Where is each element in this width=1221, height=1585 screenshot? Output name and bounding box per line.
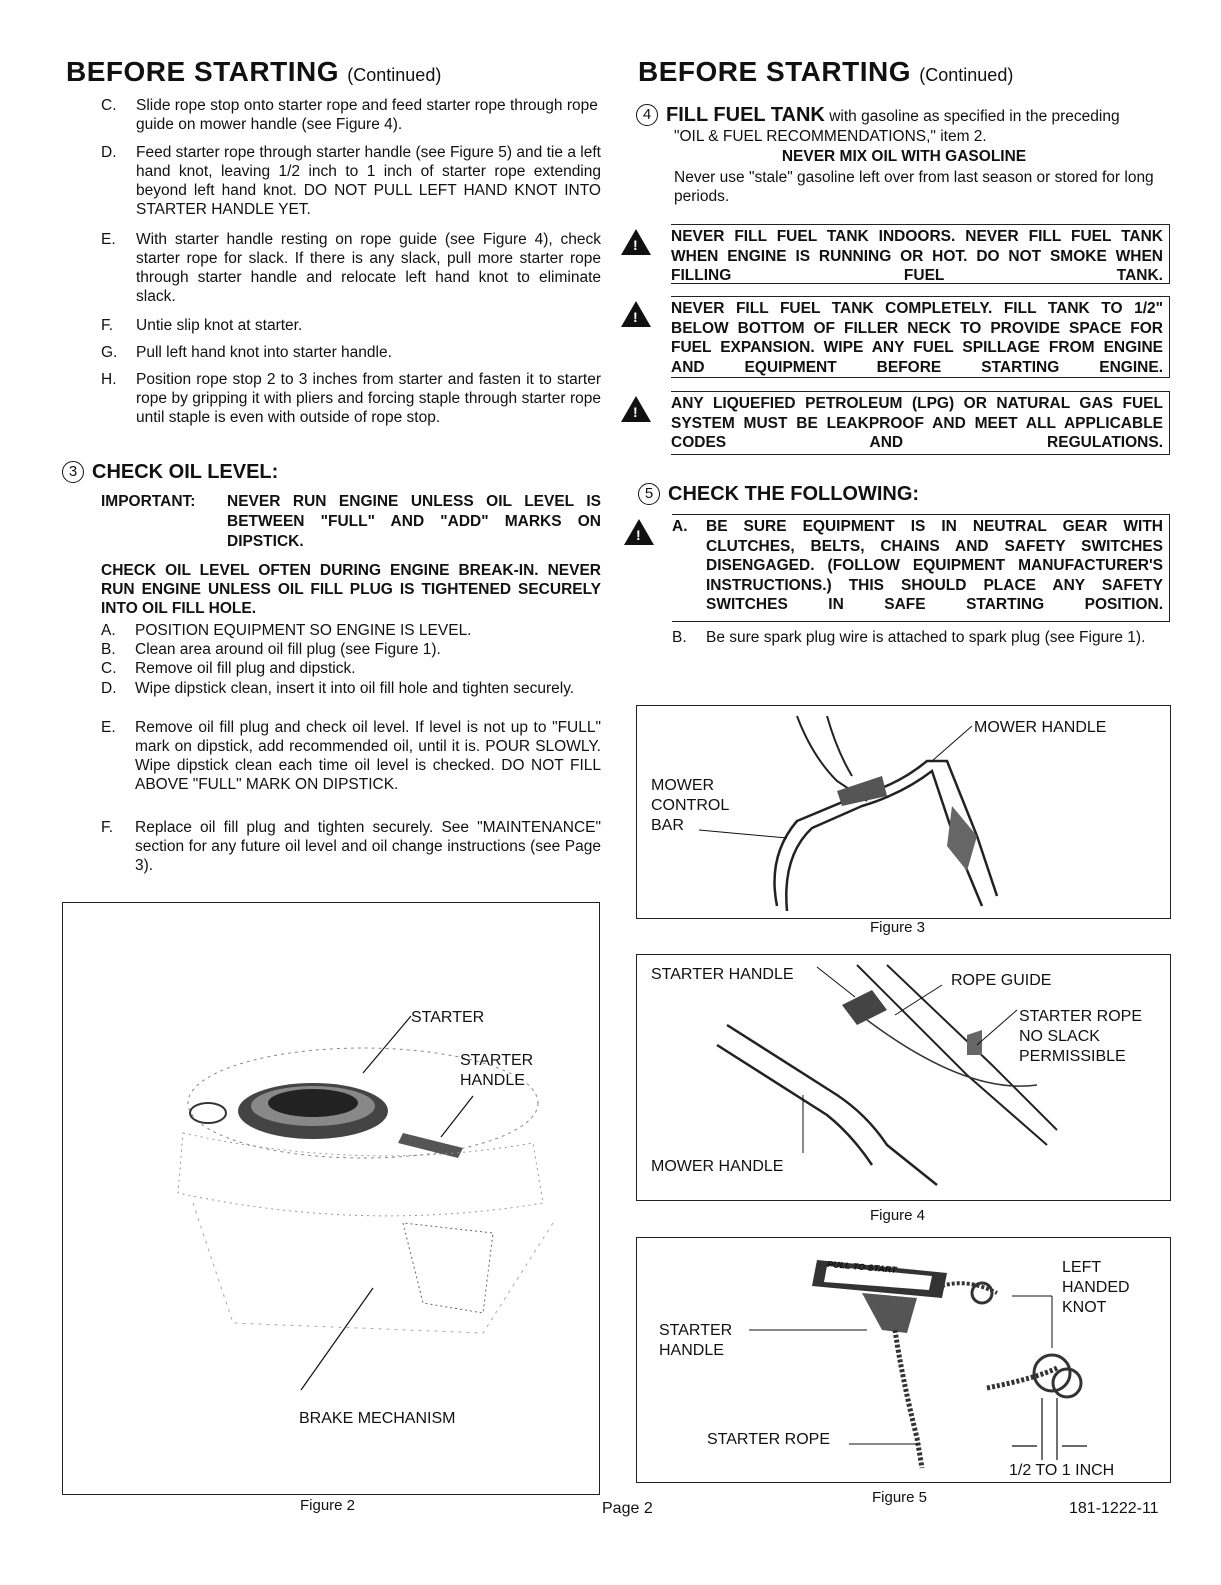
- check-item-b: B. Be sure spark plug wire is attached to spark plug (see Figure 1).: [672, 629, 1146, 646]
- oil-section-title: 3 CHECK OIL LEVEL:: [62, 461, 278, 484]
- pull-to-start-text: PULL TO START: [826, 1258, 898, 1276]
- label-half-to-one-inch: 1/2 TO 1 INCH: [1009, 1462, 1115, 1479]
- label-mower-handle: MOWER HANDLE: [651, 1158, 784, 1175]
- label-starter-rope: STARTER ROPE NO SLACK PERMISSIBLE: [1019, 1008, 1142, 1065]
- warning-completely: ! NEVER FILL FUEL TANK COMPLETELY. FILL TANK TO 1/2" BELOW BOTTOM OF FILLER NECK TO PROVIDE SPACE FOR FUEL EXPANSION. WIPE ANY FUEL SPILLAGE FROM ENGINE AND EQUIPMENT BEFORE STARTING ENGINE.: [671, 296, 1170, 378]
- important-label: IMPORTANT:: [101, 493, 196, 510]
- figure-4: [636, 954, 1171, 1201]
- figure-3-caption: Figure 3: [870, 919, 926, 936]
- label-starter-handle: STARTER HANDLE: [651, 966, 794, 983]
- rope-step-e: E. With starter handle resting on rope guide (see Figure 4), check starter rope for slack. If there is any slack, pull more starter rope through starter handle and relocate left hand knot to eliminate slack.: [101, 231, 601, 305]
- left-heading: [66, 56, 441, 88]
- rope-step-g: G. Pull left hand knot into starter handle.: [101, 344, 392, 361]
- warning-icon: !: [624, 519, 654, 545]
- left-heading-note: (Continued): [347, 65, 442, 85]
- label-starter-rope: STARTER ROPE: [707, 1431, 830, 1448]
- check-item-a: ! A. BE SURE EQUIPMENT IS IN NEUTRAL GEAR WITH CLUTCHES, BELTS, CHAINS AND SAFETY SWITCHES DISENGAGED. (FOLLOW EQUIPMENT MANUFACTURER'S INSTRUCTIONS.) THIS SHOULD PLACE ANY SAFETY SWITCHES IN SAFE STARTING POSITION.: [672, 514, 1170, 622]
- document-code: 181-1222-11: [1069, 1500, 1159, 1517]
- label-starter-handle: STARTER HANDLE: [659, 1322, 733, 1359]
- label-control-bar: MOWER CONTROL BAR: [651, 777, 730, 834]
- stale-gasoline: Never use "stale" gasoline left over from last season or stored for long periods.: [674, 169, 1154, 205]
- oil-note: CHECK OIL LEVEL OFTEN DURING ENGINE BREAK-IN. NEVER RUN ENGINE UNLESS OIL FILL PLUG IS TIGHTENED SECURELY INTO OIL FILL HOLE.: [101, 562, 601, 617]
- rope-step-d: D. Feed starter rope through starter handle (see Figure 5) and tie a left hand knot, leaving 1/2 inch to 1 inch of starter rope extending beyond left hand knot. DO NOT PULL LEFT HAND KNOT INTO STARTER HANDLE YET.: [101, 144, 601, 218]
- label-brake-mechanism: BRAKE MECHANISM: [299, 1410, 456, 1427]
- figure-4-caption: Figure 4: [870, 1207, 926, 1224]
- rope-step-f: F. Untie slip knot at starter.: [101, 317, 303, 334]
- number-3-icon: 3: [62, 461, 84, 483]
- never-mix: NEVER MIX OIL WITH GASOLINE: [781, 148, 1027, 165]
- label-left-handed-knot: LEFT HANDED KNOT: [1062, 1259, 1130, 1316]
- rope-step-h: H. Position rope stop 2 to 3 inches from starter and fasten it to starter rope by gripping it with pliers and forcing staple through starter rope until staple is even with outside of rope stop.: [101, 371, 601, 426]
- figure-3: [636, 705, 1171, 919]
- warning-indoors: ! NEVER FILL FUEL TANK INDOORS. NEVER FILL FUEL TANK WHEN ENGINE IS RUNNING OR HOT. DO NOT SMOKE WHEN FILLING FUEL TANK.: [671, 224, 1170, 284]
- figure-5-caption: Figure 5: [872, 1489, 928, 1506]
- figure-2-caption: Figure 2: [300, 1497, 356, 1514]
- figure-5: [636, 1237, 1171, 1483]
- label-mower-handle: MOWER HANDLE: [974, 719, 1107, 736]
- warning-lpg: ! ANY LIQUEFIED PETROLEUM (LPG) OR NATURAL GAS FUEL SYSTEM MUST BE LEAKPROOF AND MEET ALL APPLICABLE CODES AND REGULATIONS.: [671, 391, 1170, 455]
- right-heading: BEFORE STARTING (Continued): [638, 56, 1014, 87]
- label-rope-guide: ROPE GUIDE: [951, 972, 1052, 989]
- page-number: Page 2: [602, 1500, 653, 1517]
- figure-2: [62, 902, 600, 1495]
- fuel-section: [636, 104, 1172, 206]
- warning-icon: !: [621, 229, 651, 255]
- fuel-line2: "OIL & FUEL RECOMMENDATIONS," item 2.: [674, 128, 987, 145]
- label-starter: STARTER: [411, 1009, 485, 1026]
- fuel-title-line: 4 FILL FUEL TANK with gasoline as specified in the preceding: [636, 104, 1172, 127]
- number-4-icon: 4: [636, 104, 658, 126]
- left-heading-title: BEFORE STARTING: [66, 56, 339, 87]
- engine-illustration: [63, 903, 599, 1494]
- rope-step-c: C. Slide rope stop onto starter rope and feed starter rope through rope guide on mower handle (see Figure 4).: [101, 97, 598, 133]
- warning-icon: !: [621, 396, 651, 422]
- label-starter-handle: STARTER HANDLE: [460, 1052, 534, 1089]
- important-text: NEVER RUN ENGINE UNLESS OIL LEVEL IS BETWEEN "FULL" AND "ADD" MARKS ON DIPSTICK.: [227, 493, 601, 550]
- number-5-icon: 5: [638, 483, 660, 505]
- warning-icon: !: [621, 301, 651, 327]
- check-section-title: 5 CHECK THE FOLLOWING:: [638, 483, 919, 506]
